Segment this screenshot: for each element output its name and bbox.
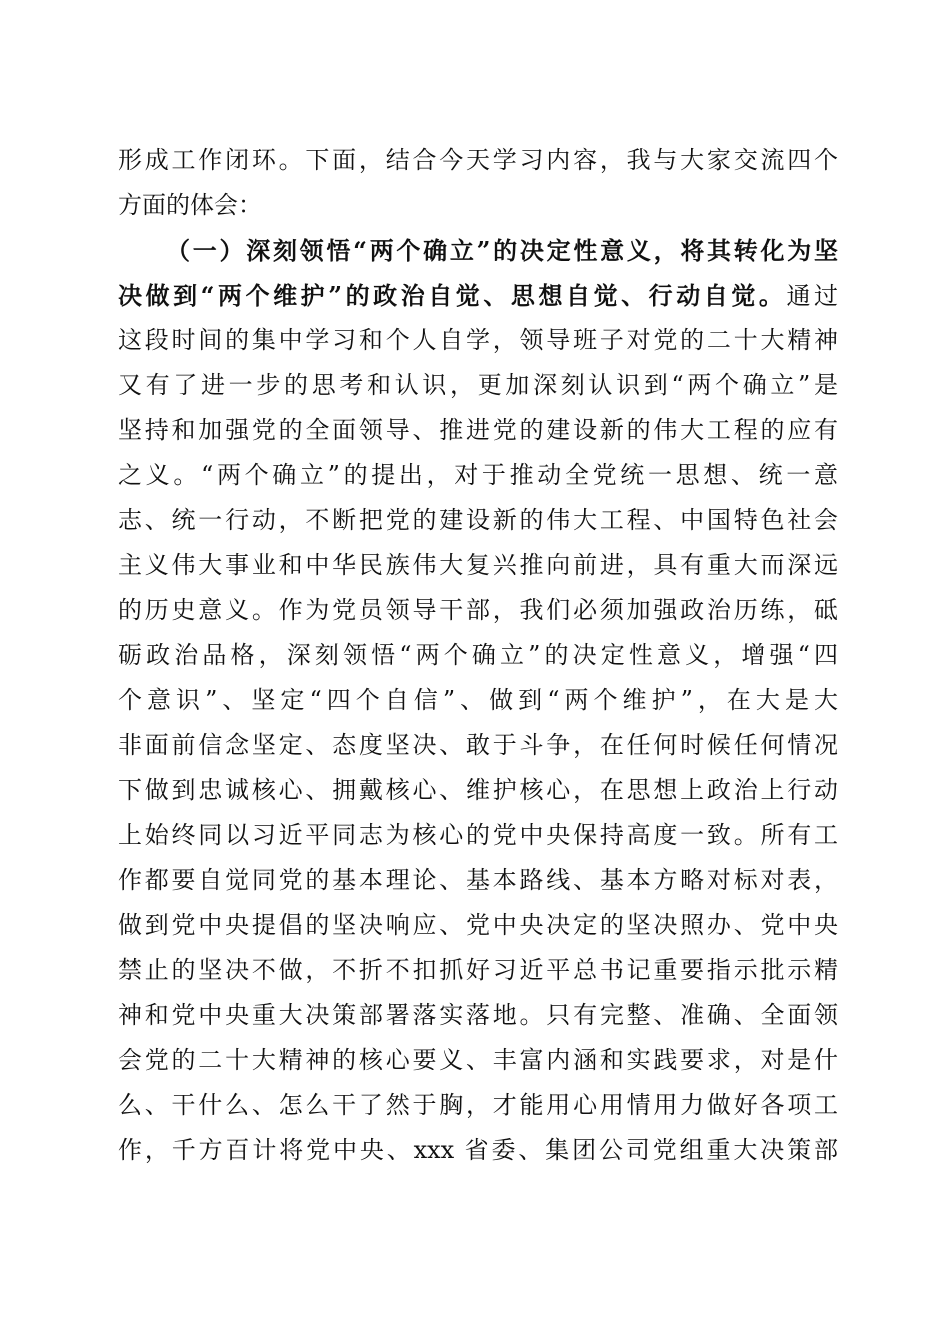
paragraph-text: 上始终同以习近平同志为核心的党中央保持高度一致。所有工 <box>118 821 838 849</box>
paragraph-text: 神和党中央重大决策部署落实落地。只有完整、准确、全面领 <box>118 1001 838 1029</box>
text-line <box>118 363 838 408</box>
text-line <box>118 1083 838 1128</box>
text-line <box>118 993 838 1038</box>
text-line <box>118 948 838 993</box>
heading-text: （一）深刻领悟“两个确立”的决定性意义，将其转化为坚 <box>166 236 838 265</box>
paragraph-text: 主义伟大事业和中华民族伟大复兴推向前进，具有重大而深远 <box>118 551 838 579</box>
text-line <box>118 723 838 768</box>
paragraph-text: 之义。“两个确立”的提出，对于推动全党统一思想、统一意 <box>118 461 838 489</box>
text-line <box>118 318 838 363</box>
paragraph-text: 作都要自觉同党的基本理论、基本路线、基本方略对标对表， <box>118 866 838 894</box>
text-line <box>118 678 838 723</box>
text-line <box>118 1128 838 1173</box>
heading-text: 决做到“两个维护”的政治自觉、思想自觉、行动自觉。 <box>118 281 787 310</box>
paragraph-text: 通过 <box>786 282 839 310</box>
text-line <box>118 453 838 498</box>
paragraph-text: 志、统一行动，不断把党的建设新的伟大工程、中国特色社会 <box>118 506 838 534</box>
text-line <box>118 858 838 903</box>
paragraph-text: 的历史意义。作为党员领导干部，我们必须加强政治历练，砥 <box>118 596 838 624</box>
paragraph-text: 下做到忠诚核心、拥戴核心、维护核心，在思想上政治上行动 <box>118 776 838 804</box>
paragraph-text: 个意识”、坚定“四个自信”、做到“两个维护”，在大是大 <box>118 686 838 714</box>
text-line <box>118 813 838 858</box>
paragraph-text: 禁止的坚决不做，不折不扣抓好习近平总书记重要指示批示精 <box>118 956 838 984</box>
text-line <box>118 903 838 948</box>
paragraph-text: 非面前信念坚定、态度坚决、敢于斗争，在任何时候任何情况 <box>118 731 838 759</box>
text-line <box>118 408 838 453</box>
paragraph-text: 么、干什么、怎么干了然于胸，才能用心用情用力做好各项工 <box>118 1091 838 1119</box>
paragraph-text: 这段时间的集中学习和个人自学，领导班子对党的二十大精神 <box>118 326 838 354</box>
paragraph-text: 坚持和加强党的全面领导、推进党的建设新的伟大工程的应有 <box>118 416 838 444</box>
paragraph-text: 又有了进一步的思考和认识，更加深刻认识到“两个确立”是 <box>118 371 838 399</box>
paragraph-text: 方面的体会： <box>118 191 262 219</box>
text-line <box>118 183 838 228</box>
paragraph-text: 作，千方百计将党中央、xxx 省委、集团公司党组重大决策部 <box>118 1136 838 1164</box>
paragraph-text: 砺政治品格，深刻领悟“两个确立”的决定性意义，增强“四 <box>118 641 838 669</box>
text-line <box>118 768 838 813</box>
paragraph-text: 形成工作闭环。下面，结合今天学习内容，我与大家交流四个 <box>118 146 838 174</box>
text-line <box>118 228 838 273</box>
text-line <box>118 1038 838 1083</box>
text-line <box>118 543 838 588</box>
text-line <box>118 633 838 678</box>
paragraph-text: 做到党中央提倡的坚决响应、党中央决定的坚决照办、党中央 <box>118 911 838 939</box>
body-text <box>118 138 838 1173</box>
text-line <box>118 138 838 183</box>
text-line <box>118 588 838 633</box>
paragraph-text: 会党的二十大精神的核心要义、丰富内涵和实践要求，对是什 <box>118 1046 838 1074</box>
text-line <box>118 498 838 543</box>
text-line <box>118 273 838 318</box>
